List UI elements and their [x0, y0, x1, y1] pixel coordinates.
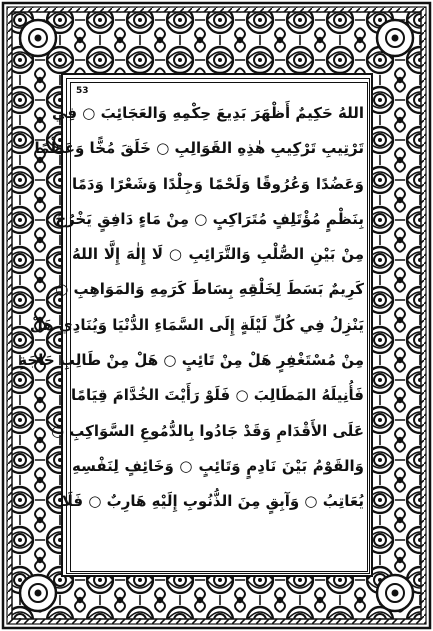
corner-rosette-top-right	[377, 20, 413, 56]
page-number: 53	[76, 86, 89, 96]
corner-rosette-bottom-right	[377, 575, 413, 611]
text-line: فَأُنِيلَهُ المَطَالِبَ ○ فَلَوْ رَأَيْتَ الخُدَّامَ قِيَامًا	[71, 386, 364, 405]
text-line: وَالقَوْمُ بَيْنَ نَادِمٍ وَتَائِبٍ ○ وَخَائِفٍ لِنَفْسِهِ	[72, 456, 364, 475]
text-line: وَعَضُدًا وَعُرُوقًا وَلَحْمًا وَجِلْدًا وَشَعْرًا وَدَمًا	[72, 174, 364, 193]
corner-rosette-top-left	[20, 20, 56, 56]
text-line: عَلَى الأَقْدَامِ وَقَدْ جَادُوا بِالدُّمُوعِ السَّوَاكِبِ ○	[50, 421, 364, 440]
text-line: يَنْزِلُ فِي كُلِّ لَيْلَةٍ إِلَى السَّمَاءِ الدُّنْيَا وَيُنَادِي هَلْ	[29, 315, 364, 334]
text-line: يُعَاتِبُ ○ وَآبِقٍ مِنَ الذُّنُوبِ إِلَيْهِ هَارِبٌ ○ فَلَا	[61, 492, 364, 511]
text-line: بِنَظْمٍ مُؤْتَلِفٍ مُتَرَاكِبٍ ○ مِنْ مَاءٍ دَافِقٍ يَخْرُجُ	[55, 209, 364, 228]
text-line: مِنْ مُسْتَغْفِرٍ هَلْ مِنْ تَائِبٍ ○ هَلْ مِنْ طَالِبِ حَاجَةٍ	[18, 351, 364, 370]
text-line: تَرْتِيبِ تَرْكِيبِ هٰذِهِ القَوَالِبِ ○ خَلَقَ مُخًّا وَعَظْمًا	[34, 139, 364, 158]
text-line: مِنْ بَيْنِ الصُّلْبِ وَالتَّرَائِبِ ○ لَا إِلٰهَ إِلَّا اللهُ	[72, 245, 364, 264]
text-line: اللهُ حَكِيمٌ أَظْهَرَ بَدِيعَ حِكْمِهِ وَالعَجَائِبَ ○ فِي	[52, 104, 364, 122]
text-line: كَرِيمٌ بَسَطَ لِخَلْقِهِ بِسَاطَ كَرَمِهِ وَالمَوَاهِبِ ○	[55, 280, 364, 299]
corner-rosette-bottom-left	[20, 575, 56, 611]
text-lines	[18, 96, 364, 520]
